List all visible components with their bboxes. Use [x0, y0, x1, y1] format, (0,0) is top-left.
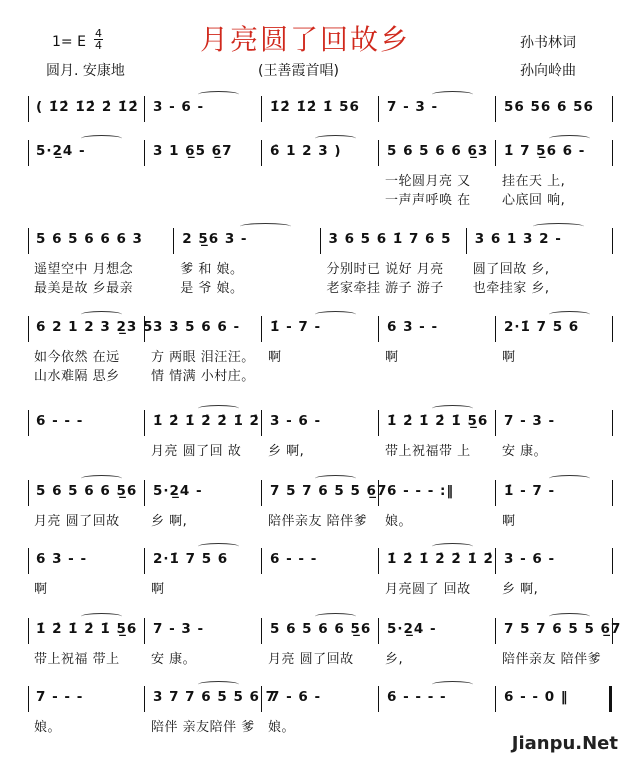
- measure: 3 - 6 -: [270, 413, 322, 429]
- lyric-segment: 啊: [34, 582, 48, 597]
- staff-line: [28, 480, 613, 508]
- barline: [495, 316, 496, 342]
- measure: 1̇ 2̇ 1̇ 2̇ 2̇ 1̇ 2̇: [387, 551, 494, 567]
- lyric-line: [28, 578, 613, 596]
- performer: (王善霞首唱): [258, 63, 339, 79]
- lyricist: 孙书林词: [520, 35, 576, 51]
- barline: [261, 618, 262, 644]
- lyric-segment: 是 爷 娘。: [180, 281, 244, 296]
- barline: [261, 96, 262, 122]
- barline: [612, 316, 613, 342]
- lyric-segment: 一声声呼唤 在: [385, 193, 471, 208]
- measure: 7 - 3 -: [153, 621, 205, 637]
- measure: 7 - 3 -: [504, 413, 556, 429]
- barline: [378, 480, 379, 506]
- staff-line: [28, 410, 613, 438]
- lyric-segment: 爹 和 娘。: [180, 262, 244, 277]
- barline: [28, 618, 29, 644]
- staff-line: [28, 228, 613, 256]
- slur-mark: [432, 681, 473, 688]
- measure: 3 - 6 -: [504, 551, 556, 567]
- lyric-segment: 心底回 响,: [502, 193, 566, 208]
- slur-mark: [198, 405, 239, 412]
- staff-line: [28, 140, 613, 168]
- lyric-line: [28, 258, 613, 276]
- barline: [495, 480, 496, 506]
- slur-mark: [549, 135, 590, 142]
- lyric-segment: 乡 啊,: [502, 582, 539, 597]
- lyric-segment: 啊: [268, 350, 282, 365]
- barline: [612, 548, 613, 574]
- barline: [378, 686, 379, 712]
- barline: [466, 228, 467, 254]
- measure: 3 3 5 6 6 -: [153, 319, 241, 335]
- lyric-segment: 陪伴亲友 陪伴爹: [502, 652, 602, 667]
- slur-mark: [198, 681, 239, 688]
- barline: [378, 316, 379, 342]
- barline: [144, 96, 145, 122]
- lyric-segment: 陪伴亲友 陪伴爹: [268, 514, 368, 529]
- barline: [495, 548, 496, 574]
- slur-mark: [432, 91, 473, 98]
- barline: [144, 140, 145, 166]
- slur-mark: [81, 311, 122, 318]
- slur-mark: [198, 543, 239, 550]
- measure: 3 6 5 6 1̇ 7 6 5: [328, 231, 452, 247]
- measure: ( 1̇2̇ 1̇2̇ 2̇ 1̇2̇: [36, 99, 139, 115]
- measure: 5 6 5 6 6 6 3: [36, 231, 143, 247]
- barline: [378, 618, 379, 644]
- lyric-segment: 安 康。: [151, 652, 197, 667]
- meter-top: 4: [95, 27, 102, 40]
- lyric-segment: 月亮 圆了回故: [268, 652, 354, 667]
- barline: [495, 686, 496, 712]
- lyric-segment: 月亮 圆了回 故: [151, 444, 242, 459]
- barline: [378, 96, 379, 122]
- barline: [320, 228, 321, 254]
- barline: [612, 480, 613, 506]
- barline: [612, 410, 613, 436]
- lyric-line: [28, 648, 613, 666]
- measure: 7 5 7 6 5 5 6̲7: [270, 483, 388, 499]
- song-title: 月亮圆了回故乡: [200, 23, 411, 56]
- lyric-segment: 山水难隔 思乡: [34, 369, 120, 384]
- slur-mark: [549, 475, 590, 482]
- slur-mark: [549, 311, 590, 318]
- lyric-segment: 遥望空中 月想念: [34, 262, 134, 277]
- barline: [261, 480, 262, 506]
- lyric-line: [28, 346, 613, 364]
- barline: [378, 140, 379, 166]
- barline: [28, 410, 29, 436]
- barline: [144, 316, 145, 342]
- barline: [28, 316, 29, 342]
- lyric-line: [28, 716, 613, 734]
- slur-mark: [549, 613, 590, 620]
- lyric-segment: 啊: [385, 350, 399, 365]
- measure: 7 - 3 -: [387, 99, 439, 115]
- barline: [144, 410, 145, 436]
- lyric-segment: 乡 啊,: [268, 444, 305, 459]
- barline: [28, 686, 29, 712]
- slur-mark: [315, 613, 356, 620]
- slur-mark: [432, 405, 473, 412]
- barline: [378, 548, 379, 574]
- barline: [28, 228, 29, 254]
- measure: 1̇ - 7 -: [270, 319, 322, 335]
- lyric-segment: 方 两眼 泪汪汪。: [151, 350, 255, 365]
- measure: 1̇ 2̇ 1̇ 2̇ 2̇ 1̇ 2̇: [153, 413, 260, 429]
- lyric-line: [28, 170, 613, 188]
- measure: 6 2 1 2 3 2̲3 5: [36, 319, 154, 335]
- measure: 1̇ 7 5̲6 6 -: [504, 143, 586, 159]
- lyric-line: [28, 365, 613, 383]
- barline: [144, 480, 145, 506]
- lyric-segment: 如今依然 在远: [34, 350, 120, 365]
- measure: 56 56 6 56: [504, 99, 594, 115]
- barline: [612, 96, 613, 122]
- measure: 6 3 - -: [387, 319, 439, 335]
- lyric-segment: 啊: [502, 514, 516, 529]
- genre-note: 圆月. 安康地: [46, 63, 125, 79]
- measure: 7 5 7 6 5 5 6̲7: [504, 621, 622, 637]
- measure: 6 - - - -: [387, 689, 447, 705]
- lyric-segment: 乡 啊,: [151, 514, 188, 529]
- lyric-segment: 老家牵挂 游子 游子: [326, 281, 444, 296]
- barline: [261, 548, 262, 574]
- barline: [144, 548, 145, 574]
- lyric-segment: 娘。: [268, 720, 296, 735]
- measure: 3 1 6̲5 6̲7: [153, 143, 233, 159]
- barline: [495, 140, 496, 166]
- final-barline: [609, 686, 612, 712]
- lyric-segment: 一轮圆月亮 又: [385, 174, 471, 189]
- measure: 5 6 5 6 6 5̲6: [36, 483, 138, 499]
- measure: 7 - 6 -: [270, 689, 322, 705]
- slur-mark: [533, 223, 584, 230]
- barline: [612, 618, 613, 644]
- measure: 6̇ 1 2 3 ): [270, 143, 342, 159]
- site-watermark: Jianpu.Net: [511, 733, 618, 754]
- measure: 3 - 6 -: [153, 99, 205, 115]
- measure: 3 6 1 3 2 -: [474, 231, 562, 247]
- lyric-segment: 娘。: [34, 720, 62, 735]
- measure: 2·1̇ 7 5 6: [504, 319, 580, 335]
- measure: 1̇2̇ 1̇2̇ 1̇ 56: [270, 99, 360, 115]
- lyric-segment: 分别时已 说好 月亮: [326, 262, 444, 277]
- key-signature: 1= E: [52, 34, 86, 50]
- measure: 2·1̇ 7 5 6: [153, 551, 229, 567]
- barline: [28, 548, 29, 574]
- barline: [144, 686, 145, 712]
- slur-mark: [198, 91, 239, 98]
- measure: 7 - - -: [36, 689, 84, 705]
- lyric-segment: 啊: [502, 350, 516, 365]
- lyric-line: [28, 277, 613, 295]
- barline: [261, 140, 262, 166]
- barline: [28, 96, 29, 122]
- barline: [495, 96, 496, 122]
- lyric-line: [28, 189, 613, 207]
- measure: 6 3 - -: [36, 551, 88, 567]
- slur-mark: [81, 613, 122, 620]
- measure: 1̇ 2̇ 1̇ 2̇ 1̇ 5̲6: [36, 621, 138, 637]
- measure: 5·2̲4 -: [387, 621, 437, 637]
- lyric-segment: 娘。: [385, 514, 413, 529]
- lyric-segment: 最美是故 乡最亲: [34, 281, 134, 296]
- staff-line: [28, 316, 613, 344]
- barline: [612, 228, 613, 254]
- measure: 1̇ - 7 -: [504, 483, 556, 499]
- time-signature: [94, 28, 103, 51]
- barline: [28, 480, 29, 506]
- measure: 6 - - -: [36, 413, 84, 429]
- measure: 5 6 5 6 6 5̲6: [270, 621, 372, 637]
- measure: 1̇ 2̇ 1̇ 2̇ 1̇ 5̲6: [387, 413, 489, 429]
- measure: 6 - - 0 ‖: [504, 689, 569, 705]
- slur-mark: [315, 475, 356, 482]
- barline: [144, 618, 145, 644]
- lyric-segment: 陪伴 亲友陪伴 爹: [151, 720, 255, 735]
- lyric-segment: 啊: [151, 582, 165, 597]
- lyric-line: [28, 510, 613, 528]
- measure: 6 - - -: [270, 551, 318, 567]
- measure: 2 5̲6 3 -: [182, 231, 248, 247]
- measure: 5 6 5 6 6 6̲3: [387, 143, 489, 159]
- measure: 5·2̲4 -: [153, 483, 203, 499]
- slur-mark: [81, 135, 122, 142]
- barline: [261, 686, 262, 712]
- lyric-line: [28, 440, 613, 458]
- slur-mark: [315, 311, 356, 318]
- lyric-segment: 也牵挂家 乡,: [472, 281, 550, 296]
- barline: [261, 410, 262, 436]
- staff-line: [28, 548, 613, 576]
- barline: [28, 140, 29, 166]
- lyric-segment: 带上祝福带 上: [385, 444, 471, 459]
- lyric-segment: 挂在天 上,: [502, 174, 566, 189]
- measure: 6 - - - :‖: [387, 483, 455, 499]
- slur-mark: [432, 543, 473, 550]
- lyric-segment: 情 情满 小村庄。: [151, 369, 255, 384]
- staff-line: [28, 96, 613, 124]
- lyric-segment: 安 康。: [502, 444, 548, 459]
- measure: 5·2̲4 -: [36, 143, 86, 159]
- measure: 3 7 7 6 5 5 6 7: [153, 689, 277, 705]
- lyric-segment: 乡,: [385, 652, 404, 667]
- lyric-segment: 圆了回故 乡,: [472, 262, 550, 277]
- barline: [612, 140, 613, 166]
- composer: 孙向岭曲: [520, 63, 576, 79]
- barline: [173, 228, 174, 254]
- staff-line: [28, 618, 622, 646]
- lyric-segment: 月亮 圆了回故: [34, 514, 120, 529]
- staff-line: [28, 686, 613, 714]
- barline: [378, 410, 379, 436]
- slur-mark: [240, 223, 291, 230]
- barline: [261, 316, 262, 342]
- slur-mark: [315, 135, 356, 142]
- barline: [495, 618, 496, 644]
- barline: [495, 410, 496, 436]
- lyric-segment: 月亮圆了 回故: [385, 582, 471, 597]
- lyric-segment: 带上祝福 带上: [34, 652, 120, 667]
- meter-bottom: 4: [95, 39, 102, 52]
- slur-mark: [81, 475, 122, 482]
